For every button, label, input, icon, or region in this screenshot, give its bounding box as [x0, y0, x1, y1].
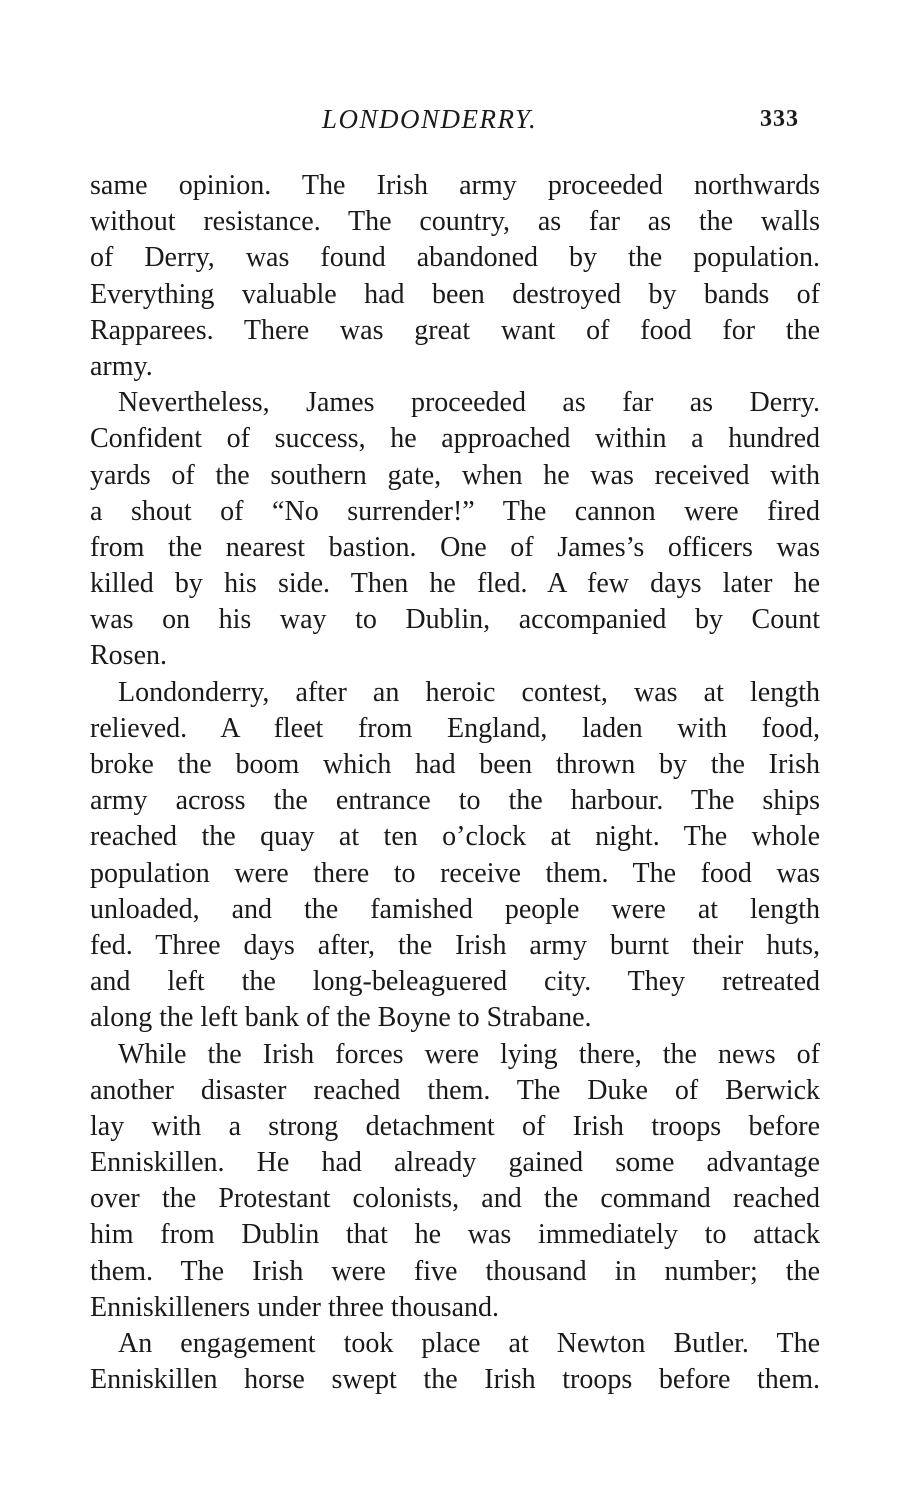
- text-line: was on his way to Dublin, accompanied by Count: [90, 604, 820, 636]
- text-line: Rapparees. There was great want of food for the: [90, 314, 820, 346]
- running-head: [0, 104, 900, 144]
- text-line: population were there to receive them. The food was: [90, 857, 820, 889]
- running-title: LONDONDERRY.: [322, 104, 538, 134]
- text-line: killed by his side. Then he fled. A few days later he: [90, 568, 820, 600]
- text-line: Confident of success, he approached within a hundred: [90, 423, 820, 455]
- text-line: army across the entrance to the harbour. The ships: [90, 785, 820, 817]
- page-number: 333: [760, 106, 799, 132]
- text-line: them. The Irish were five thousand in number; the: [90, 1255, 820, 1287]
- text-line: same opinion. The Irish army proceeded northwards: [90, 170, 820, 201]
- text-line: reached the quay at ten o’clock at night. The whole: [90, 821, 820, 853]
- text-line: along the left bank of the Boyne to Strabane.: [90, 1002, 592, 1034]
- text-line: Rosen.: [90, 640, 167, 672]
- text-line: An engagement took place at Newton Butler. The: [118, 1328, 820, 1359]
- text-line: and left the long-beleaguered city. They retreated: [90, 966, 820, 998]
- text-line: relieved. A fleet from England, laden with food,: [90, 712, 820, 744]
- text-line: Everything valuable had been destroyed by bands of: [90, 278, 820, 310]
- text-line: Nevertheless, James proceeded as far as Derry.: [118, 387, 820, 419]
- body-text: [90, 168, 820, 1398]
- text-line: over the Protestant colonists, and the command reached: [90, 1183, 820, 1215]
- text-line: Londonderry, after an heroic contest, was at length: [118, 676, 820, 708]
- text-line: broke the boom which had been thrown by the Irish: [90, 749, 820, 780]
- text-line: While the Irish forces were lying there, the news of: [118, 1038, 820, 1070]
- text-line: without resistance. The country, as far as the walls: [90, 206, 820, 238]
- text-line: unloaded, and the famished people were at length: [90, 893, 820, 925]
- text-line: army.: [90, 350, 153, 382]
- text-line: Enniskilleners under three thousand.: [90, 1291, 500, 1323]
- text-line: from the nearest bastion. One of James’s officers was: [90, 531, 820, 563]
- text-line: Enniskillen. He had already gained some advantage: [90, 1147, 820, 1179]
- text-line: a shout of “No surrender!” The cannon were fired: [90, 495, 820, 527]
- text-line: Enniskillen horse swept the Irish troops before them.: [90, 1364, 820, 1396]
- text-line: of Derry, was found abandoned by the population.: [90, 242, 820, 274]
- text-line: lay with a strong detachment of Irish troops before: [90, 1110, 820, 1142]
- text-line: him from Dublin that he was immediately to attack: [90, 1219, 820, 1251]
- text-line: fed. Three days after, the Irish army burnt their huts,: [90, 929, 820, 961]
- text-line: another disaster reached them. The Duke of Berwick: [90, 1074, 820, 1106]
- text-line: yards of the southern gate, when he was received with: [90, 459, 820, 491]
